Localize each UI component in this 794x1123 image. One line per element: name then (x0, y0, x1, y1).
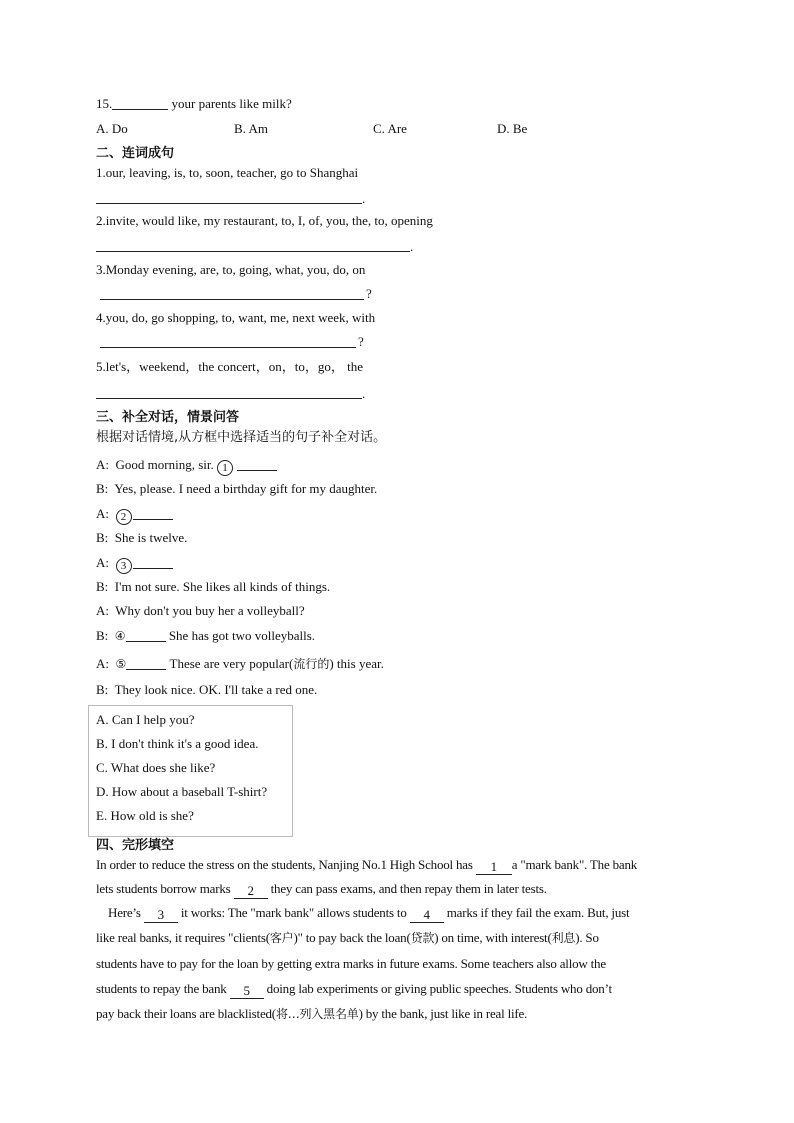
chinese-gloss: 将…列入黑名单 (275, 1007, 359, 1021)
dialogue-text: ) this year. (329, 656, 384, 671)
passage-line-1 (96, 857, 637, 875)
passage-text: In order to reduce the stress on the students, Nanjing No.1 High School has (96, 857, 476, 872)
speaker: A: (96, 555, 109, 570)
passage-text: they can pass exams, and then repay them in later tests. (267, 881, 547, 896)
dialogue-line-6 (96, 579, 330, 595)
dialogue-line-1 (96, 457, 277, 476)
section-4-heading: 四、完形填空 (96, 838, 175, 853)
speaker: A: (96, 656, 109, 671)
sentence-prompt-3: 3.Monday evening, are, to, going, what, you, do, on (96, 262, 366, 277)
speaker: A: (96, 457, 109, 472)
chinese-gloss: 流行的 (293, 657, 330, 671)
answer-line-2[interactable] (96, 251, 410, 252)
question-15 (96, 96, 292, 112)
option-c[interactable]: C. Are (373, 121, 407, 136)
dialogue-line-8 (96, 628, 315, 644)
box-option-c[interactable]: C. What does she like? (96, 760, 216, 775)
circled-number-2: 2 (116, 509, 132, 525)
dialogue-text: She has got two volleyballs. (168, 628, 316, 643)
speaker: A: (96, 506, 109, 521)
answer-line-3[interactable] (100, 299, 364, 300)
box-option-e[interactable]: E. How old is she? (96, 808, 194, 823)
speaker: B: (96, 628, 109, 643)
chinese-gloss: 贷款 (410, 931, 435, 945)
speaker: B: (96, 530, 109, 545)
passage-text: students to repay the bank (96, 981, 230, 996)
passage-text: ) on time, with interest( (434, 930, 552, 945)
dialogue-line-3 (96, 506, 173, 525)
box-option-d[interactable]: D. How about a baseball T-shirt? (96, 784, 268, 799)
speaker: B: (96, 682, 109, 697)
option-d[interactable]: D. Be (497, 121, 528, 136)
speaker: B: (96, 579, 109, 594)
sentence-end-2: . (410, 239, 414, 254)
sentence-prompt-2: 2.invite, would like, my restaurant, to, I, of, you, the, to, opening (96, 213, 433, 228)
speaker: B: (96, 481, 109, 496)
speaker: A: (96, 603, 109, 618)
sentence-prompt-5: 5.let's，weekend，the concert，on，to，go， the (96, 359, 363, 374)
passage-line-6 (96, 981, 612, 999)
passage-text: pay back their loans are blacklisted( (96, 1006, 276, 1021)
cloze-blank-3[interactable]: 3 (144, 908, 178, 923)
sentence-end-3: ? (366, 286, 372, 301)
question-stem: your parents like milk? (168, 96, 292, 111)
dialogue-line-9 (96, 656, 384, 672)
dialogue-text: Good morning, sir. (115, 457, 214, 472)
sentence-end-1: . (362, 191, 366, 206)
answer-blank-3[interactable] (133, 555, 173, 569)
chinese-gloss: 客户 (269, 931, 294, 945)
passage-text: like real banks, it requires "clients( (96, 930, 270, 945)
passage-text: lets students borrow marks (96, 881, 234, 896)
sentence-end-4: ? (358, 334, 364, 349)
passage-line-4 (96, 930, 599, 946)
answer-blank-2[interactable] (133, 506, 173, 520)
cloze-blank-4[interactable]: 4 (410, 908, 444, 923)
section-3-heading: 三、补全对话，情景问答 (96, 410, 240, 425)
circled-number-5: ⑤ (115, 657, 127, 671)
box-option-b[interactable]: B. I don't think it's a good idea. (96, 736, 259, 751)
passage-text: a "mark bank". The bank (511, 857, 638, 872)
circled-number-4: ④ (114, 629, 126, 643)
section-2-heading: 二、连词成句 (96, 146, 175, 161)
sentence-end-5: . (362, 386, 366, 401)
cloze-blank-1[interactable]: 1 (476, 860, 512, 875)
option-a[interactable]: A. Do (96, 121, 128, 136)
option-b[interactable]: B. Am (234, 121, 268, 136)
circled-number-1: 1 (217, 460, 233, 476)
dialogue-line-4 (96, 530, 187, 546)
dialogue-text: She is twelve. (114, 530, 188, 545)
answer-blank[interactable] (112, 96, 168, 110)
answer-blank-4[interactable] (126, 628, 166, 642)
answer-line-1[interactable] (96, 203, 362, 204)
circled-number-3: 3 (116, 558, 132, 574)
passage-text: doing lab experiments or giving public speeches. Students who don’t (263, 981, 612, 996)
passage-line-2 (96, 881, 547, 899)
dialogue-line-5 (96, 555, 173, 574)
passage-text: it works: The "mark bank" allows students to (177, 905, 410, 920)
section-3-instruction: 根据对话情境,从方框中选择适当的句子补全对话。 (96, 430, 387, 445)
box-option-a[interactable]: A. Can I help you? (96, 712, 195, 727)
passage-line-3 (108, 905, 629, 923)
dialogue-line-2 (96, 481, 377, 497)
passage-text: )" to pay back the loan( (293, 930, 411, 945)
answer-line-4[interactable] (100, 347, 356, 348)
dialogue-line-10 (96, 682, 317, 698)
passage-text: ) by the bank, just like in real life. (358, 1006, 528, 1021)
dialogue-text: Yes, please. I need a birthday gift for my daughter. (114, 481, 378, 496)
cloze-blank-2[interactable]: 2 (234, 884, 268, 899)
dialogue-line-7 (96, 603, 305, 619)
dialogue-text: I'm not sure. She likes all kinds of things. (114, 579, 331, 594)
answer-blank-1[interactable] (237, 457, 277, 471)
cloze-blank-5[interactable]: 5 (230, 984, 264, 999)
question-number: 15. (96, 96, 113, 111)
chinese-gloss: 利息 (551, 931, 576, 945)
dialogue-text: These are very popular( (169, 656, 294, 671)
passage-line-5: students have to pay for the loan by getting extra marks in future exams. Some teachers also allow the (96, 956, 606, 971)
dialogue-text: Why don't you buy her a volleyball? (115, 603, 305, 618)
sentence-prompt-4: 4.you, do, go shopping, to, want, me, next week, with (96, 310, 376, 325)
passage-text: Here’s (108, 905, 144, 920)
passage-text: marks if they fail the exam. But, just (443, 905, 630, 920)
passage-line-7 (96, 1006, 527, 1022)
answer-blank-5[interactable] (126, 656, 166, 670)
sentence-prompt-1: 1.our, leaving, is, to, soon, teacher, go to Shanghai (96, 165, 359, 180)
passage-text: ). So (575, 930, 599, 945)
answer-line-5[interactable] (96, 398, 362, 399)
dialogue-text: They look nice. OK. I'll take a red one. (114, 682, 318, 697)
